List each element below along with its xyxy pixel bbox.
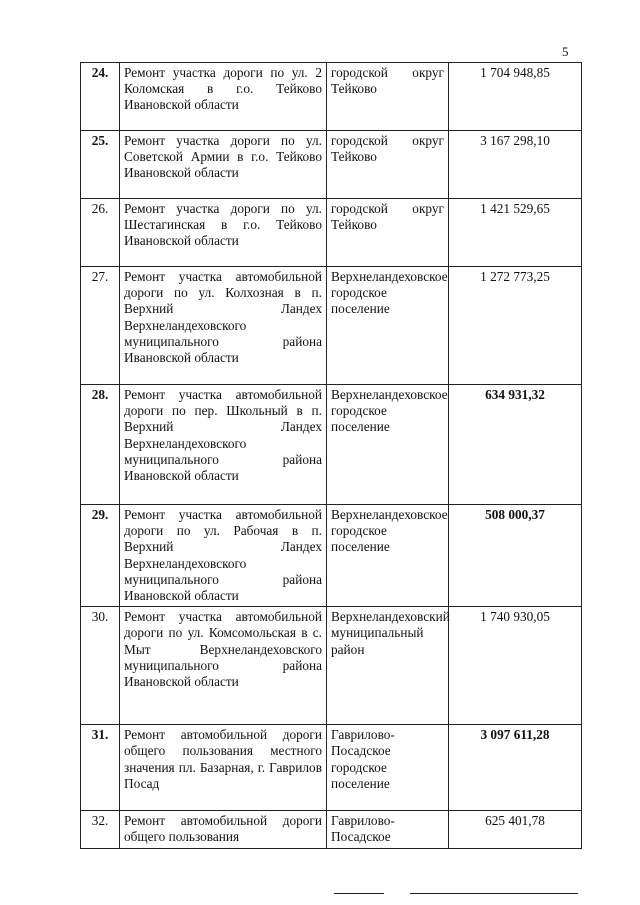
row-number: 28.: [81, 385, 120, 505]
row-number: 26.: [81, 199, 120, 267]
page-number: 5: [562, 44, 569, 59]
amount: 625 401,78: [449, 811, 582, 848]
row-number: 24.: [81, 63, 120, 131]
work-description: Ремонт участка автомобильной дороги по ул. Рабочая в п. Верхний Ландех Верхнеландеховского муниципального района Ивановской области: [120, 505, 327, 607]
recipient: Верхнеландеховское городское поселение: [327, 267, 449, 385]
table-row: [81, 385, 582, 505]
amount: 1 740 930,05: [449, 607, 582, 725]
row-number: 27.: [81, 267, 120, 385]
amount: 3 167 298,10: [449, 131, 582, 199]
amount: 634 931,32: [449, 385, 582, 505]
recipient: Верхнеландеховский муниципальный район: [327, 607, 449, 725]
work-description: Ремонт участка дороги по ул. Шестагинская в г.о. Тейково Ивановской области: [120, 199, 327, 267]
recipient: городской округ Тейково: [327, 131, 449, 199]
table-row: [81, 131, 582, 199]
recipient: Гаврилово-Посадское: [327, 811, 449, 848]
table-row: [81, 607, 582, 725]
table-row: [81, 63, 582, 131]
table-row: [81, 199, 582, 267]
row-number: 25.: [81, 131, 120, 199]
recipient: Верхнеландеховское городское поселение: [327, 385, 449, 505]
signature-line: [334, 893, 384, 894]
table-row: [81, 267, 582, 385]
row-number: 32.: [81, 811, 120, 848]
amount: 1 421 529,65: [449, 199, 582, 267]
amount: 1 704 948,85: [449, 63, 582, 131]
recipient: Верхнеландеховское городское поселение: [327, 505, 449, 607]
row-number: 31.: [81, 725, 120, 811]
work-description: Ремонт участка дороги по ул. Советской Армии в г.о. Тейково Ивановской области: [120, 131, 327, 199]
work-description: Ремонт участка автомобильной дороги по ул. Колхозная в п. Верхний Ландех Верхнеландеховского муниципального района Ивановской области: [120, 267, 327, 385]
amount: 1 272 773,25: [449, 267, 582, 385]
recipient: Гаврилово-Посадское городское поселение: [327, 725, 449, 811]
signature-line: [410, 893, 578, 894]
recipient: городской округ Тейково: [327, 199, 449, 267]
table-row: [81, 505, 582, 607]
work-description: Ремонт автомобильной дороги общего пользования: [120, 811, 327, 848]
table-row: [81, 811, 582, 848]
work-description: Ремонт участка автомобильной дороги по ул. Комсомольская в с. Мыт Верхнеландеховского муниципального района Ивановской области: [120, 607, 327, 725]
work-description: Ремонт автомобильной дороги общего пользования местного значения пл. Базарная, г. Гаврилов Посад: [120, 725, 327, 811]
grants-table: [80, 62, 582, 849]
table-row: [81, 725, 582, 811]
amount: 3 097 611,28: [449, 725, 582, 811]
amount: 508 000,37: [449, 505, 582, 607]
row-number: 29.: [81, 505, 120, 607]
work-description: Ремонт участка дороги по ул. 2 Коломская в г.о. Тейково Ивановской области: [120, 63, 327, 131]
row-number: 30.: [81, 607, 120, 725]
recipient: городской округ Тейково: [327, 63, 449, 131]
work-description: Ремонт участка автомобильной дороги по пер. Школьный в п. Верхний Ландех Верхнеландеховского муниципального района Ивановской области: [120, 385, 327, 505]
